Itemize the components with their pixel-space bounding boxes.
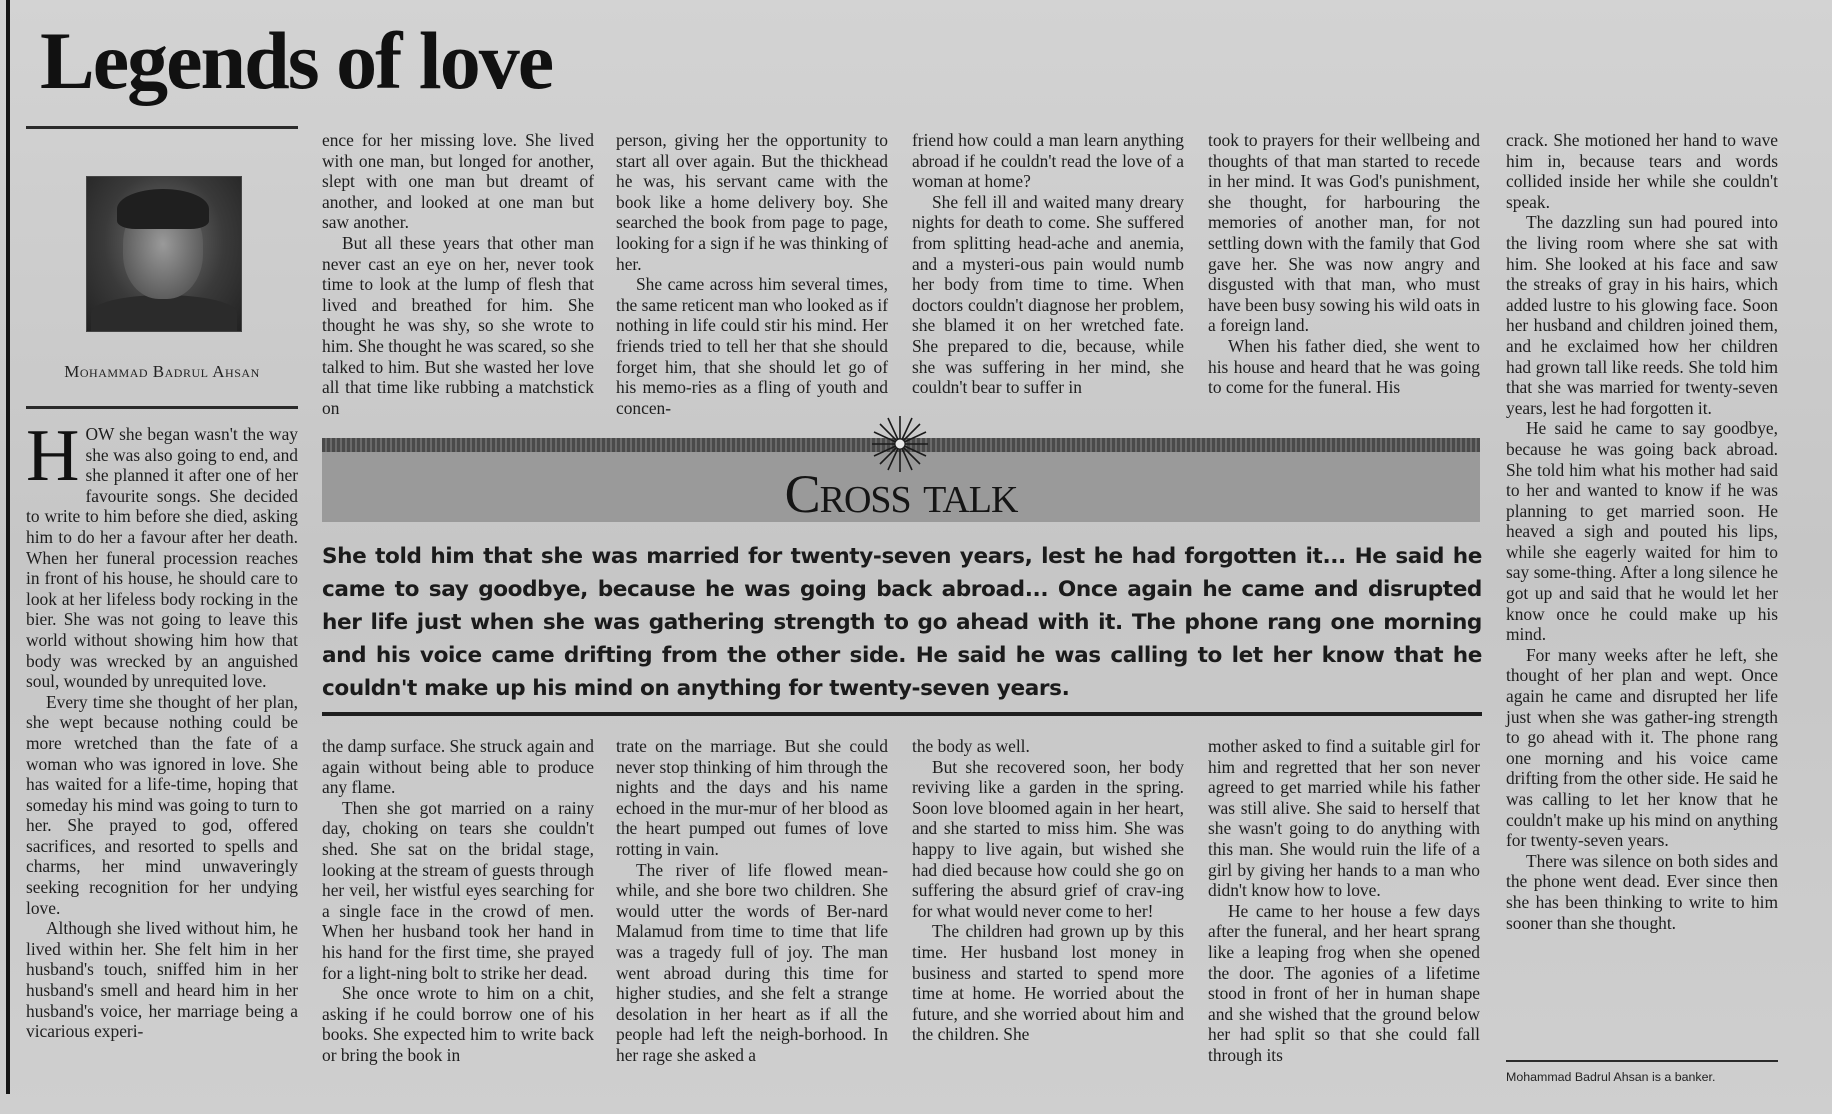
pull-quote-rule [322,712,1482,716]
col5-bottom-paragraph-1: mother asked to find a suitable girl for him and regretted that her son never agreed to get married while his father was still alive. She said to herself that she wasn't going to do anything with this man. She would ruin the life of a girl by giving her hands to a man who didn't know how to love. [1208,736,1480,901]
column-1 [26,415,298,1042]
drop-cap: H [26,415,80,497]
col3-top-paragraph-2: She came across him several times, the same reticent man who looked as if nothing in life could stir his mind. Her friends tried to tell her that she should forget him, that she should let go of his memo-ries as a fling of youth and concen- [616,274,888,418]
col1-paragraph-3: Although she lived without him, he lived within her. She felt him in her husband's touch, sniffed him in her husband's smell and heard him in her husband's voice, her marriage being a vicarious experi- [26,918,298,1042]
column-3-bottom [616,736,888,1066]
col2-bottom-paragraph-3: She once wrote to him on a chit, asking if he could borrow one of his books. She expected him to write back or bring the book in [322,983,594,1065]
col6-paragraph-5: There was silence on both sides and the phone went dead. Ever since then she has been thinking to write to him sooner than she thought. [1506,850,1778,933]
column-3-top [616,130,888,418]
column-6 [1506,130,1778,933]
column-4-bottom [912,736,1184,1045]
col4-bottom-paragraph-3: The children had grown up by this time. Her husband lost money in business and started to spend more time at home. He worried about the future, and she worried about him and the children. She [912,921,1184,1045]
col3-bottom-paragraph-2: The river of life flowed mean-while, and she bore two children. She would utter the words of Ber-nard Malamud from time to time that life was a tragedy full of joy. The man went abroad during this time for higher studies, and she felt a strange desolation in her heart as if all the people had left the neigh-borhood. In her rage she asked a [616,859,888,1065]
col6-paragraph-3: He said he came to say goodbye, because he was going back abroad. She told him what his mother had said to her and wanted to know if he was planning to get married soon. He heaved a sigh and pouted his lips, while she eagerly waited for him to say some-thing. After a long silence he got up and said that he would let her know once he could make up his mind. [1506,418,1778,645]
col2-top-paragraph-2: But all these years that other man never cast an eye on her, never took time to look at the lump of flesh that lived and breathed for him. She thought he was shy, so she wrote to him. She thought he was scared, so she talked to him. But she wasted her love all that time like rubbing a matchstick on [322,232,594,418]
author-photo [86,176,242,332]
col5-top-paragraph-2: When his father died, she went to his house and heard that he was going to come for the funeral. His [1208,335,1480,398]
col6-paragraph-2: The dazzling sun had poured into the living room where she sat with him. She looked at his face and saw the streaks of gray in his hairs, which added lustre to his glowing face. Soon her husband and children joined them, and he exclaimed how her children had grown tall like reeds. She told him that she was married for twenty-seven years, lest he had forgotten it. [1506,212,1778,418]
col2-bottom-paragraph-2: Then she got married on a rainy day, choking on tears she couldn't shed. She sat on the bridal stage, looking at the stream of guests through her veil, her wistful eyes searching for a single face in the crowd of men. When her husband took her hand in his hand for the first time, she prayed for a light-ning bolt to strike her dead. [322,797,594,983]
column-2-bottom [322,736,594,1066]
starburst-icon [870,414,930,474]
byline: Mohammad Badrul Ahsan [64,362,260,381]
col3-top-paragraph-1: person, giving her the opportunity to start all over again. But the thickhead he was, his servant came with the book like a home delivery boy. She searched the book from page to page, looking for a sign if he was thinking of her. [616,130,888,274]
col6-paragraph-4: For many weeks after he left, she thought of her plan and wept. Once again he came and disrupted her life just when she was gather-ing strength to go ahead with it. The phone rang one morning and his voice came drifting from the other side. He said he was calling to let her know that he couldn't make up his mind on anything for twenty-seven years. [1506,644,1778,851]
col4-top-paragraph-2: She fell ill and waited many dreary nights for death to come. She suffered from splitting head-ache and anemia, and a mysteri-ous pain would numb her body from time to time. When doctors couldn't diagnose her problem, she blamed it on her wretched fate. She prepared to die, because, while she was suffering in her mind, she couldn't bear to suffer in [912,191,1184,398]
column-2-top [322,130,594,418]
byline-rule [26,406,298,409]
headline-rule [26,126,298,129]
section-banner-title: Cross talk [784,464,1018,524]
column-4-top [912,130,1184,398]
author-note: Mohammad Badrul Ahsan is a banker. [1506,1070,1716,1084]
col2-bottom-paragraph-1: the damp surface. She struck again and again without being able to produce any flame. [322,736,594,798]
col4-top-paragraph-1: friend how could a man learn anything abroad if he couldn't read the love of a woman at home? [912,130,1184,192]
col6-paragraph-1: crack. She motioned her hand to wave him in, because tears and words collided inside her while she couldn't speak. [1506,130,1778,212]
column-5-top [1208,130,1480,398]
left-border-rule [6,0,10,1094]
headline: Legends of love [40,15,553,106]
col3-bottom-paragraph-1: trate on the marriage. But she could never stop thinking of him through the nights and the days and his name echoed in the mur-mur of her blood as the heart pumped out fumes of love rotting in vain. [616,736,888,859]
byline-box [26,132,298,406]
col5-bottom-paragraph-2: He came to her house a few days after the funeral, and her heart sprang like a leaping frog when she opened the door. The agonies of a lifetime stood in front of her in human shape and she wished that the ground below her had split so that she could fall through its [1208,900,1480,1065]
pull-quote: She told him that she was married for twenty-seven years, lest he had forgotten it... He said he came to say goodbye, because he was going back abroad... Once again he came and disrupted her life just when she was gathering strength to go ahead with it. The phone rang one morning and his voice came drifting from the other side. He said he was calling to let her know that he couldn't make up his mind on anything for twenty-seven years. [322,544,1482,701]
footer-rule [1506,1060,1778,1062]
col1-paragraph-2: Every time she thought of her plan, she wept because nothing could be more wretched than the fate of a woman who was ignored in love. She has waited for a life-time, hoping that someday his mind was going to turn to her. She prayed to god, offered sacrifices, and resorted to spells and charms, her mind unwaveringly seeking recognition for her undying love. [26,691,298,918]
col5-top-paragraph-1: took to prayers for their wellbeing and thoughts of that man started to recede in her mind. It was God's punishment, she thought, for harbouring the memories of another man, for not settling down with the family that God gave her. She was now angry and disgusted with that man, who must have been busy sowing his wild oats in a foreign land. [1208,130,1480,336]
column-5-bottom [1208,736,1480,1066]
col1-paragraph-1: HOW she began wasn't the way she was also going to end, and she planned it after one of her favourite songs. She decided to write to him before she died, asking him to do her a favour after her death. When her funeral procession reaches in front of his house, he should care to look at her lifeless body rocking in the bier. She was not going to leave this world without showing him how that body was wrecked by an anguished soul, wounded by unrequited love. [26,415,298,692]
col4-bottom-paragraph-1: the body as well. [912,736,1030,756]
col4-bottom-paragraph-2: But she recovered soon, her body reviving like a garden in the spring. Soon love bloomed again in her heart, and she started to miss him. She was happy to live again, but wished she had died because how could she go on suffering the absurd grief of crav-ing for what would never come to her! [912,756,1184,921]
col2-top-paragraph-1: ence for her missing love. She lived with one man, but longed for another, slept with one man but dreamt of another, and looked at one man but saw another. [322,130,594,233]
